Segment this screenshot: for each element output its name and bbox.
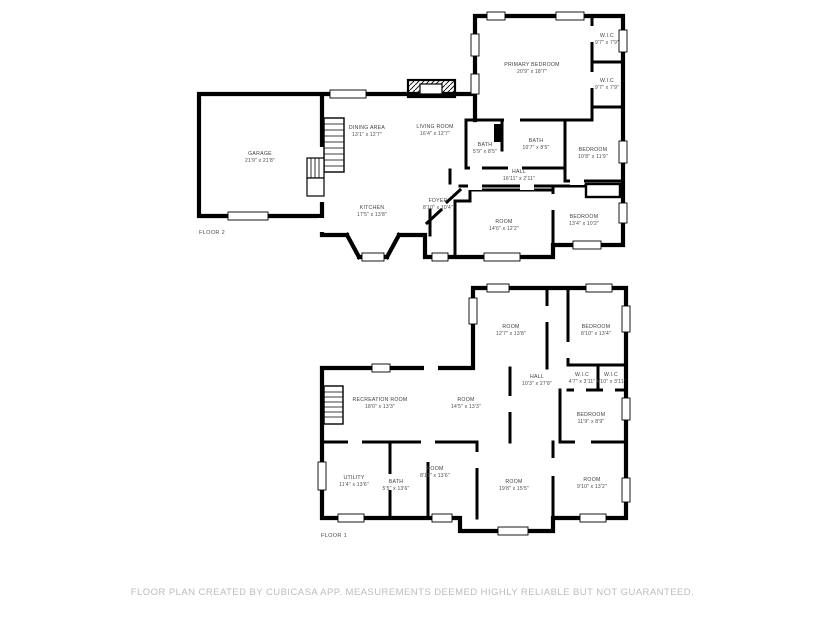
room-dims: 9'7" x 7'9"	[594, 84, 620, 91]
window-marker	[432, 253, 448, 261]
window-marker	[362, 253, 384, 261]
fireplace-icon	[408, 80, 455, 97]
room-dims: 12'7" x 13'8"	[495, 330, 527, 337]
window-marker	[471, 34, 479, 56]
door-opening	[575, 438, 591, 446]
window-marker	[432, 514, 452, 522]
room-name: ROOM	[457, 397, 475, 403]
window-marker	[338, 514, 364, 522]
room-dims: 20'9" x 18'7"	[516, 68, 548, 75]
room-name: ROOM	[583, 477, 601, 483]
window-marker	[622, 478, 630, 502]
room-dims: 8'10" x 13'4"	[580, 330, 612, 337]
room-dims: 8'11" x 13'6"	[420, 472, 450, 479]
room-dims: 18'0" x 13'3"	[364, 403, 396, 410]
window-marker	[487, 284, 509, 292]
door-opening	[421, 438, 435, 446]
door-opening	[504, 116, 520, 124]
room-dims: 16'11" x 2'11"	[502, 175, 536, 182]
room-dims: 17'5" x 13'8"	[356, 211, 388, 218]
window-marker	[556, 12, 584, 20]
room-dims: 13'1" x 12'7"	[351, 131, 383, 138]
window-marker	[228, 212, 268, 220]
window-marker	[487, 12, 505, 20]
room-dims: 9'7" x 7'9"	[594, 39, 620, 46]
door-opening	[468, 182, 482, 190]
room-dims: 5'9" x 8'5"	[472, 148, 498, 155]
window-marker	[619, 141, 627, 163]
window-marker	[498, 527, 528, 535]
room-name: HALL	[512, 169, 526, 175]
floor1-label: FLOOR 1	[321, 533, 348, 539]
room-name: BEDROOM	[569, 214, 599, 220]
door-opening	[424, 446, 432, 462]
window-marker	[330, 90, 366, 98]
door-opening	[473, 452, 481, 468]
door-opening	[574, 386, 586, 394]
door-opening	[508, 164, 522, 172]
window-marker	[318, 462, 326, 490]
room-dims: 21'9" x 21'8"	[244, 157, 276, 164]
door-opening	[543, 306, 551, 322]
floor2-plumbing-chase	[494, 124, 503, 142]
window-marker	[622, 398, 630, 420]
door-opening	[549, 194, 557, 210]
floor2-bedroom-closet	[586, 184, 620, 197]
door-opening	[470, 164, 482, 172]
door-opening	[564, 342, 572, 358]
room-dims: 16'4" x 12'7"	[419, 130, 451, 137]
room-dims: 9'10" x 13'2"	[576, 483, 608, 490]
room-dims: 5'5" x 13'6"	[382, 485, 410, 492]
room-name: BEDROOM	[578, 147, 608, 153]
room-dims: 11'4" x 13'6"	[339, 481, 369, 488]
floor1-door-openings	[348, 306, 615, 490]
room-name: HALL	[530, 374, 544, 380]
room-name: BATH	[477, 142, 493, 148]
window-marker	[573, 241, 601, 249]
floor1-plan	[318, 284, 630, 535]
room-name: PRIMARY BEDROOM	[504, 62, 560, 68]
room-name: GARAGE	[248, 151, 272, 157]
door-opening	[549, 458, 557, 476]
room-dims: 13'4" x 10'2"	[568, 220, 600, 227]
room-dims: 10'7" x 8'5"	[522, 144, 550, 151]
room-dims: 4'7" x 3'11"	[568, 378, 596, 385]
room-dims: 8'10" x 10'4"	[422, 204, 454, 211]
door-opening	[603, 386, 615, 394]
room-name: BATH	[388, 479, 404, 485]
door-opening	[386, 474, 394, 490]
floor2-plan	[199, 12, 627, 261]
room-name: RECREATION ROOM	[352, 397, 408, 403]
room-dims: 10'8" x 11'9"	[578, 153, 608, 160]
room-name: BEDROOM	[581, 324, 611, 330]
room-name: UTILITY	[343, 475, 365, 481]
floor1-windows	[318, 284, 630, 535]
room-name: W.I.C	[600, 33, 614, 39]
room-dims: 14'6" x 12'2"	[488, 225, 520, 232]
stairs-icon	[324, 386, 343, 424]
footer-disclaimer: FLOOR PLAN CREATED BY CUBICASA APP. MEASUREMENTS DEEMED HIGHLY RELIABLE BUT NOT GUARANTEED.	[130, 587, 695, 598]
window-marker	[586, 284, 612, 292]
window-marker	[580, 514, 606, 522]
floor2-label: FLOOR 2	[199, 230, 226, 236]
room-name: BEDROOM	[576, 412, 606, 418]
room-name: ROOM	[426, 466, 444, 472]
room-name: BATH	[528, 138, 544, 144]
room-name: ROOM	[495, 219, 513, 225]
door-opening	[506, 396, 514, 412]
window-marker	[471, 74, 479, 94]
floor2-exterior-walls	[199, 16, 623, 257]
window-marker	[619, 30, 627, 52]
floor1-exterior-walls	[322, 288, 626, 531]
window-marker	[619, 203, 627, 223]
door-opening	[570, 177, 584, 185]
room-name: LIVING ROOM	[416, 124, 454, 130]
room-name: FOYER	[428, 198, 448, 204]
room-dims: 14'5" x 13'3"	[450, 403, 482, 410]
window-marker	[469, 298, 477, 324]
room-name: W.I.C	[575, 372, 589, 378]
room-dims: 11'9" x 8'9"	[577, 418, 605, 425]
room-name: ROOM	[505, 479, 523, 485]
door-opening	[424, 364, 438, 372]
door-opening	[520, 182, 534, 190]
door-opening	[588, 26, 596, 42]
floor2-interior-walls	[427, 16, 623, 257]
door-opening	[318, 218, 326, 232]
door-opening	[588, 72, 596, 88]
room-name: W.I.C	[604, 372, 618, 378]
room-dims: 19'8" x 15'5"	[498, 485, 530, 492]
window-marker	[372, 364, 390, 372]
window-marker	[484, 253, 520, 261]
room-name: DINING AREA	[348, 125, 386, 131]
room-name: ROOM	[502, 324, 520, 330]
window-marker	[622, 306, 630, 332]
room-dims: 10'3" x 27'8"	[521, 380, 553, 387]
door-opening	[348, 438, 362, 446]
room-name: KITCHEN	[359, 205, 385, 211]
room-dims: 4'10" x 3'11"	[596, 378, 626, 385]
room-name: W.I.C	[600, 78, 614, 84]
